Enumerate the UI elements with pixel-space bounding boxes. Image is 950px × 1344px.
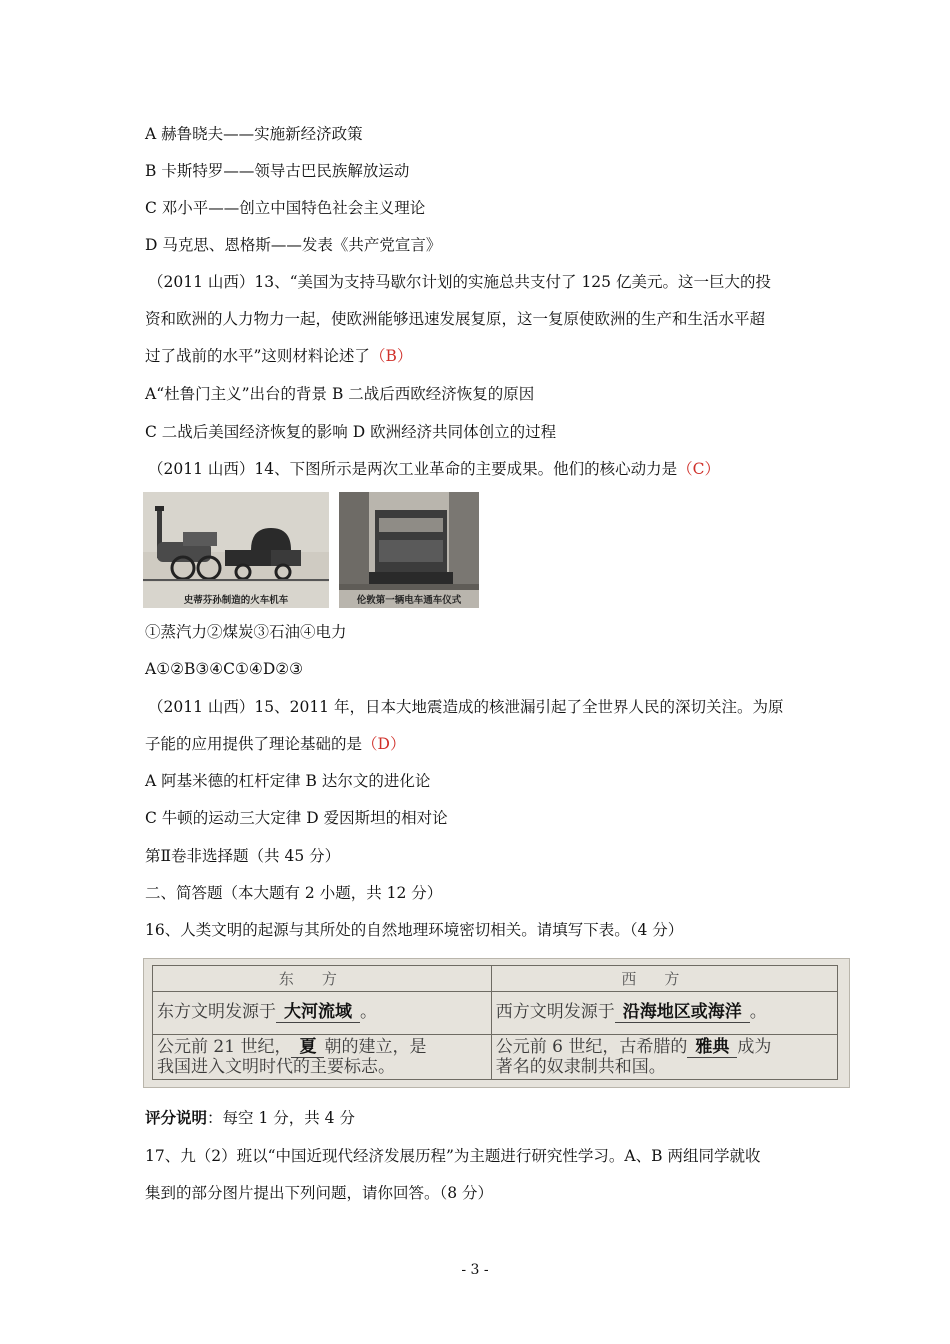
scoring-text: ：每空 1 分，共 4 分 [207,1109,355,1127]
locomotive-caption: 史蒂芬孙制造的火车机车 [183,595,289,606]
table-cell-west-origin [491,991,837,1035]
question-14-answer: （C） [677,460,720,478]
cell-text: 公元前 21 世纪， [157,1036,292,1057]
question-13-text: 过了战前的水平”这则材料论述了 [145,347,370,365]
fill-answer: 雅典 [687,1038,737,1058]
option-13-row1: A“杜鲁门主义”出台的背景 B 二战后西欧经济恢复的原因 [145,385,535,403]
cell-text: 成为 [737,1036,772,1057]
table-head-east: 东方 [153,966,492,992]
cell-text: 著名的奴隶制共和国。 [495,1056,666,1077]
civilization-table [152,965,838,1080]
cell-text: 。 [360,1001,377,1022]
question-15-answer: （D） [362,735,406,753]
tram-photo [339,492,479,608]
question-15-text: 子能的应用提供了理论基础的是 [145,735,363,753]
question-15-line1: （2011 山西）15、2011 年，日本大地震造成的核泄漏引起了全世界人民的深切关注。为原 [148,698,784,716]
cell-text: 。 [749,1001,767,1022]
option-12d: D 马克思、恩格斯——发表《共产党宣言》 [145,236,442,254]
option-14-items: ①蒸汽力②煤炭③石油④电力 [145,623,347,641]
table-cell-east-dynasty [153,1035,492,1080]
cell-text: 我国进入文明时代的主要标志。 [157,1056,395,1077]
cell-text: 西方文明发源于 [495,1001,615,1022]
question-14-text: （2011 山西）14、下图所示是两次工业革命的主要成果。他们的核心动力是 [148,460,678,478]
question-13-line3 [145,346,412,366]
fill-answer: 大河流域 [276,1003,360,1023]
locomotive-photo [143,492,329,608]
question-16: 16、人类文明的起源与其所处的自然地理环境密切相关。请填写下表。（4 分） [145,921,684,939]
cell-text: 朝的建立，是 [324,1036,427,1057]
scoring-label: 评分说明 [145,1108,208,1127]
fill-answer: 夏 [291,1038,324,1058]
option-12a: A 赫鲁晓夫——实施新经济政策 [145,125,363,143]
page-number: - 3 - [461,1262,489,1278]
civilization-table-image [143,958,850,1088]
table-head-west: 西方 [491,966,837,992]
tram-caption: 伦敦第一辆电车通车仪式 [356,595,462,606]
question-15-line2 [145,734,405,754]
question-13-line2: 资和欧洲的人力物力一起，使欧洲能够迅速发展复原，这一复原使欧洲的生产和生活水平超 [145,310,766,328]
tram-illustration [339,492,479,608]
question-14 [148,459,720,479]
cell-text: 公元前 6 世纪，古希腊的 [495,1036,688,1057]
locomotive-illustration [143,492,329,608]
option-12b: B 卡斯特罗——领导古巴民族解放运动 [145,162,410,180]
question-17-line2: 集到的部分图片提出下列问题，请你回答。（8 分） [145,1184,494,1202]
option-12c: C 邓小平——创立中国特色社会主义理论 [145,199,426,217]
scoring-note [145,1108,355,1128]
question-13-line1: （2011 山西）13、“美国为支持马歇尔计划的实施总共支付了 125 亿美元。这一巨大的投 [148,273,771,291]
question-17-line1: 17、九（2）班以“中国近现代经济发展历程”为主题进行研究性学习。A、B 两组同学就收 [145,1147,761,1165]
part-2-title: 第Ⅱ卷非选择题（共 45 分） [145,847,341,865]
question-13-answer: （B） [369,347,413,365]
table-cell-east-origin [153,991,492,1035]
option-15-row1: A 阿基米德的杠杆定律 B 达尔文的进化论 [145,772,431,790]
table-cell-west-republic [491,1035,837,1080]
option-13-row2: C 二战后美国经济恢复的影响 D 欧洲经济共同体创立的过程 [145,423,557,441]
option-14-choices: A①②B③④C①④D②③ [145,660,304,678]
fill-answer: 沿海地区或海洋 [615,1003,750,1023]
option-15-row2: C 牛顿的运动三大定律 D 爱因斯坦的相对论 [145,809,448,827]
industrial-revolution-figures [143,492,479,608]
cell-text: 东方文明发源于 [157,1001,276,1022]
section-2-title: 二、简答题（本大题有 2 小题，共 12 分） [145,884,443,902]
